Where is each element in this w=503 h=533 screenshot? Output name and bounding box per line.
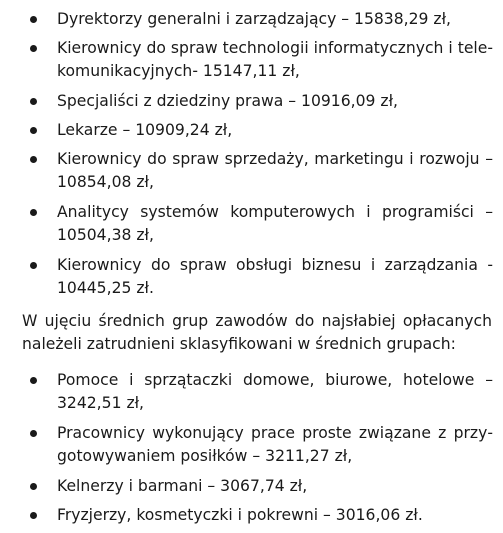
list-item-text: Pracownicy wykonujący prace proste związane z przygotowywaniem posiłków – 3211,27 zł,	[57, 424, 493, 465]
list-item	[0, 201, 503, 247]
bullet-icon	[30, 127, 37, 134]
list-item	[0, 422, 503, 468]
bullet-icon	[30, 483, 37, 490]
list-item-text: Analitycy systemów komputerowych i programiści – 10504,38 zł,	[57, 203, 493, 244]
list-item-text: Kierownicy do spraw technologii informatycznych i telekomunikacyjnych- 15147,11 zł,	[57, 39, 493, 80]
bullet-icon	[30, 45, 37, 52]
list-item	[0, 37, 503, 83]
list-item	[0, 148, 503, 194]
bullet-icon	[30, 262, 37, 269]
bullet-icon	[30, 16, 37, 23]
list-item	[0, 8, 503, 31]
list-item-text: Kierownicy do spraw obsługi biznesu i zarządzania - 10445,25 zł.	[57, 256, 493, 297]
bullet-icon	[30, 430, 37, 437]
list-item-text: Pomoce i sprzątaczki domowe, biurowe, hotelowe – 3242,51 zł,	[57, 371, 493, 412]
list-item-text: Kierownicy do spraw sprzedaży, marketingu i rozwoju – 10854,08 zł,	[57, 150, 493, 191]
list-item	[0, 90, 503, 113]
bullet-icon	[30, 156, 37, 163]
bullet-icon	[30, 377, 37, 384]
list-item-text: Fryzjerzy, kosmetyczki i pokrewni – 3016,06 zł.	[57, 506, 423, 524]
list-item	[0, 254, 503, 300]
list-item	[0, 369, 503, 415]
list-item-text: Specjaliści z dziedziny prawa – 10916,09 zł,	[57, 92, 398, 110]
list-item-text: Dyrektorzy generalni i zarządzający – 15838,29 zł,	[57, 10, 451, 28]
list-item	[0, 504, 503, 527]
highest-paid-list	[0, 8, 503, 307]
list-item-text: Lekarze – 10909,24 zł,	[57, 121, 233, 139]
list-item-text: Kelnerzy i barmani – 3067,74 zł,	[57, 477, 308, 495]
list-item	[0, 119, 503, 142]
list-item	[0, 475, 503, 498]
intro-paragraph: W ujęciu średnich grup zawodów do najsłabiej opłacanych należeli zatrudnieni sklasyfikowani w średnich grupach:	[22, 312, 492, 353]
bullet-icon	[30, 98, 37, 105]
lowest-paid-list	[0, 369, 503, 533]
bullet-icon	[30, 512, 37, 519]
bullet-icon	[30, 209, 37, 216]
